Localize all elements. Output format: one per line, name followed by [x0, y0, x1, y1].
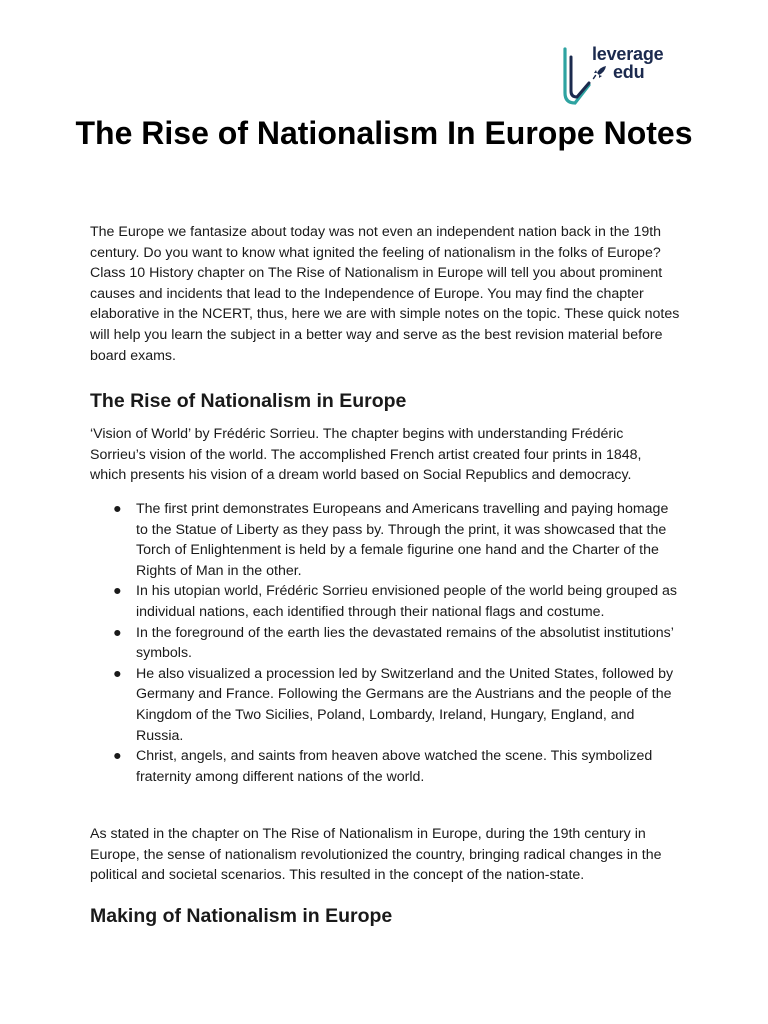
list-item	[90, 623, 680, 664]
bullet-icon: ●	[113, 624, 122, 641]
section-paragraph: ‘Vision of World’ by Frédéric Sorrieu. The chapter begins with understanding Frédéric Sorrieu’s vision of the world. The accomplished French artist created four prints in 1848, which presents his vision of a dream world based on Social Republics and democracy.	[90, 426, 642, 484]
intro-paragraph: The Europe we fantasize about today was not even an independent nation back in the 19th century. Do you want to know what ignited the feeling of nationalism in the folks of Europe? Class 10 History chapter on The Rise of Nationalism in Europe will tell you about prominent causes and incidents that lead to the Independence of Europe. You may find the chapter elaborative in the NCERT, thus, here we are with simple notes on the topic. These quick notes will help you learn the subject in a better way and serve as the best revision material before board exams.	[90, 224, 680, 364]
bullet-icon: ●	[113, 748, 122, 765]
list-item	[90, 581, 680, 622]
logo-mark-icon	[562, 47, 592, 107]
list-item	[90, 746, 680, 787]
list-item-text: The first print demonstrates Europeans and Americans travelling and paying homage to the Statue of Liberty as they pass by. Through the print, it was showcased that the Torch of Enlightenment is held by a female figurine one hand and the Charter of the Rights of Man in the other.	[136, 501, 669, 579]
list-item-text: In his utopian world, Frédéric Sorrieu envisioned people of the world being grouped as individual nations, each identified through their national flags and costume.	[136, 583, 678, 620]
list-item	[90, 499, 680, 581]
logo-line-1: leverage	[592, 44, 664, 64]
section-heading-rise: The Rise of Nationalism in Europe	[90, 390, 407, 412]
bullet-icon: ●	[113, 501, 122, 517]
closing-paragraph: As stated in the chapter on The Rise of Nationalism in Europe, during the 19th century in Europe, the sense of nationalism revolutionized the country, bringing radical changes in the political and societal scenarios. This resulted in the concept of the nation-state.	[90, 826, 662, 884]
bullet-list	[90, 499, 680, 787]
bullet-icon: ●	[113, 665, 122, 682]
list-item-text: Christ, angels, and saints from heaven above watched the scene. This symbolized fraternity among different nations of the world.	[136, 748, 653, 785]
section-heading-making: Making of Nationalism in Europe	[90, 905, 393, 927]
logo-line-2: edu	[613, 62, 645, 82]
rocket-icon	[592, 64, 608, 80]
list-item	[90, 664, 680, 746]
bullet-icon: ●	[113, 583, 122, 600]
list-item-text: In the foreground of the earth lies the devastated remains of the absolutist institutions’ symbols.	[136, 624, 674, 662]
page-title: The Rise of Nationalism In Europe Notes	[75, 115, 693, 151]
list-item-text: He also visualized a procession led by Switzerland and the United States, followed by Germany and France. Following the Germans are the Austrians and the people of the Kingdom of the Two Sicilies, Poland, Lombardy, Ireland, Hungary, England, and Russia.	[136, 665, 674, 744]
leverage-edu-logo	[562, 44, 680, 108]
